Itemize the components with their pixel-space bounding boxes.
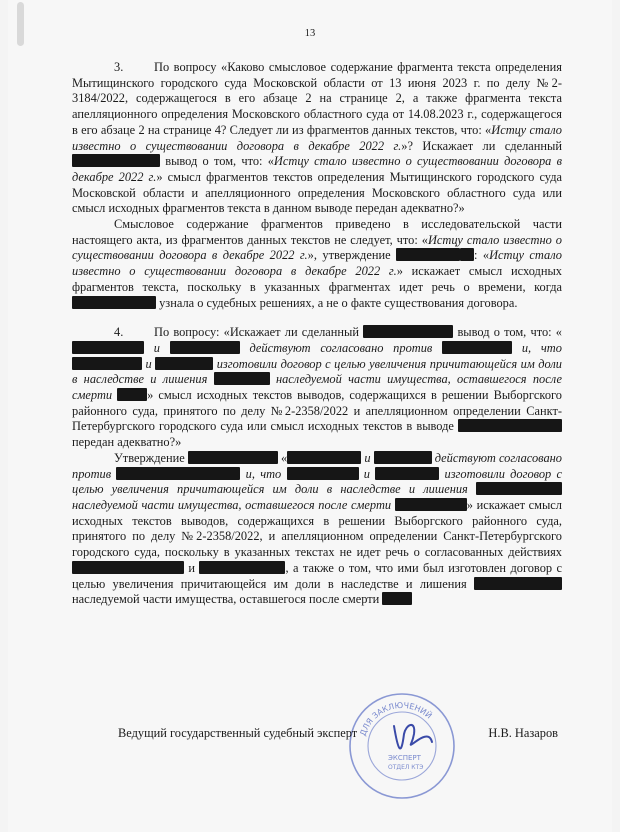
stamp-line-1: ЭКСПЕРТ [388, 754, 421, 762]
answer-3-paragraph: Смысловое содержание фрагментов приведено в исследовательской части настоящего акта, из фрагментов данных текстов не следует, что: «Истцу стало известно о существовании договора в декабре 2022 г.», утверждение : «Истцу стало известно о существовании договора в декабре 2022 г.» искажает смысл исходных фрагментов текста, поскольку в указанных фрагментах идет речь о времени, когда узнала о судебных решениях, а не о факте существования договора. [72, 217, 562, 310]
official-stamp [346, 690, 458, 802]
redaction [72, 296, 156, 309]
signature-scribble [394, 725, 432, 749]
redaction [117, 388, 147, 401]
redaction [72, 341, 144, 354]
redaction [382, 592, 412, 605]
stamp-arc-text: ДЛЯ ЗАКЛЮЧЕНИЙ [358, 700, 434, 738]
redaction [72, 154, 160, 167]
document-body [72, 60, 562, 608]
redaction [155, 357, 213, 370]
item-number: 3. [114, 60, 124, 74]
redaction [460, 248, 474, 261]
document-page [8, 0, 612, 832]
redaction [375, 467, 439, 480]
answer-4-paragraph: Утверждение « и действуют согласовано против и, что и изготовили договор с целью увеличения причитающейся им доли в наследстве и лишения наследуемой части имущества, оставшегося после смерти » искажает смысл исходных текстов выводов, содержащихся в решении Выборгского районного суда, принятого по делу №2-2358/2022, и апелляционном определении Санкт-Петербургского городского суда, поскольку в указанных текстах не идет речь о согласованных действиях и , а также о том, что ими был изготовлен договор с целью увеличения причитающейся им доли в наследстве и лишения наследуемой части имущества, оставшегося после смерти [72, 450, 562, 607]
expert-role: Ведущий государственный судебный эксперт [118, 726, 358, 740]
stamp-line-2: ОТДЕЛ КТЭ [388, 764, 424, 771]
page-number: 13 [304, 28, 316, 39]
question-4-paragraph: 4. По вопросу: «Искажает ли сделанный вывод о том, что: « и действуют согласовано против и, что и изготовили договор с целью увеличения причитающейся им доли в наследстве и лишения наследуемой части имущества, оставшегося после смерти » смысл исходных текстов выводов, содержащихся в решении Выборгского районного суда, принятого по делу №2-2358/2022 и апелляционном определении Санкт-Петербургского городского суда или смысл исходных текстов в выводе передан адекватно?» [72, 325, 562, 450]
redaction [287, 451, 361, 464]
redaction [363, 325, 453, 338]
redaction [170, 341, 240, 354]
redaction [476, 482, 562, 495]
redaction [442, 341, 512, 354]
expert-name: Н.В. Назаров [488, 726, 558, 740]
redaction [458, 419, 562, 432]
redaction [72, 561, 184, 574]
redaction [287, 467, 359, 480]
redaction [116, 467, 240, 480]
redaction [374, 451, 432, 464]
redaction [396, 248, 460, 261]
redaction [395, 498, 467, 511]
redaction [199, 561, 285, 574]
redaction [474, 577, 562, 590]
punch-hole-mark [17, 2, 24, 46]
redaction [72, 357, 142, 370]
redaction [214, 372, 270, 385]
redaction [188, 451, 278, 464]
item-number: 4. [114, 325, 124, 340]
question-3-paragraph: 3. По вопросу «Каково смысловое содержание фрагмента текста определения Мытищинского городского суда Московской области от 13 июня 2023 г. по делу №2-3184/2022, содержащегося в его абзаце 2 на странице 2, а также фрагмента текста апелляционного определения Московского областного суда от 14.08.2023 г., содержащегося в его абзаце 2 на странице 4? Следует ли из фрагментов данных текстов, что: «Истцу стало известно о существовании договора в декабре 2022 г.»? Искажает ли сделанный вывод о том, что: «Истцу стало известно о существовании договора в декабре 2022 г.» смысл фрагментов текстов определения Мытищинского городского суда Московской области и апелляционного определения Московского областного суда или смысл исходных фрагментов текста в данном выводе передан адекватно?» [72, 60, 562, 216]
